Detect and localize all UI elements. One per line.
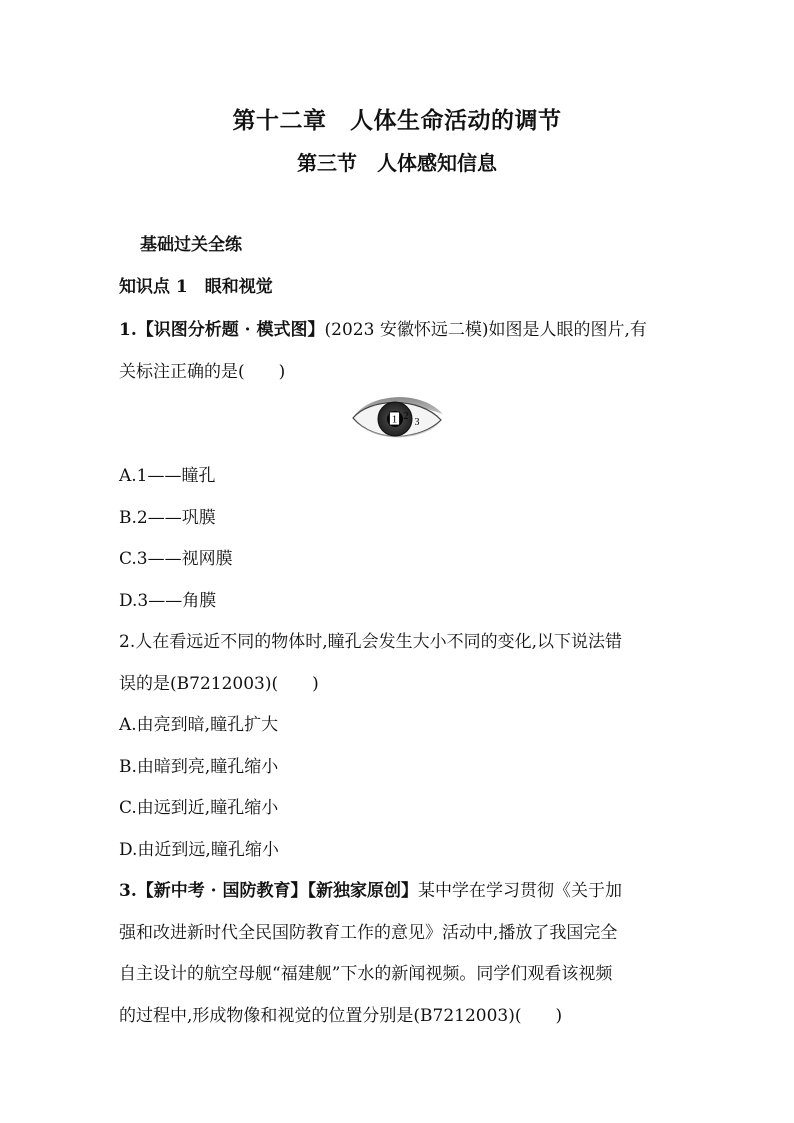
q1-stem-line1 [119,315,647,340]
q2-stem-line2: 误的是(B7212003)( ) [119,674,319,694]
figure-label-2: 2 [403,411,409,422]
q3-stem-line1 [119,876,622,901]
q1-stem-line2: 关标注正确的是( ) [119,362,286,382]
q1-option-c: C.3——视网膜 [119,549,233,569]
q2-option-d: D.由近到远,瞳孔缩小 [119,840,279,860]
q3-stem-text: 某中学在学习贯彻《关于加 [418,881,623,901]
chapter-title: 第十二章 人体生命活动的调节 [232,107,562,134]
q3-stem-line3: 自主设计的航空母舰“福建舰”下水的新闻视频。同学们观看该视频 [119,964,613,984]
figure-label-1: 1 [391,413,398,426]
eye-figure [349,388,445,450]
q1-number-tag: 1.【识图分析题 · 模式图】 [119,320,325,340]
q3-stem-line2: 强和改进新时代全民国防教育工作的意见》活动中,播放了我国完全 [119,923,618,943]
figure-label-3: 3 [414,417,420,428]
q1-option-a: A.1——瞳孔 [119,466,216,486]
q3-number-tag: 3.【新中考 · 国防教育】【新独家原创】 [119,881,419,901]
q2-option-c: C.由远到近,瞳孔缩小 [119,798,279,818]
section-title: 第三节 人体感知信息 [297,151,497,175]
knowledge-point-heading: 知识点 1 眼和视觉 [119,277,273,297]
q3-stem-line4: 的过程中,形成物像和视觉的位置分别是(B7212003)( ) [119,1006,563,1026]
q1-stem-text: (2023 安徽怀远二模)如图是人眼的图片,有 [324,320,647,340]
practice-heading: 基础过关全练 [140,235,242,255]
q2-option-a: A.由亮到暗,瞳孔扩大 [119,715,279,735]
q1-option-d: D.3——角膜 [119,591,217,611]
q2-stem-line1: 2.人在看远近不同的物体时,瞳孔会发生大小不同的变化,以下说法错 [119,632,623,652]
q2-option-b: B.由暗到亮,瞳孔缩小 [119,757,279,777]
q1-option-b: B.2——巩膜 [119,508,216,528]
